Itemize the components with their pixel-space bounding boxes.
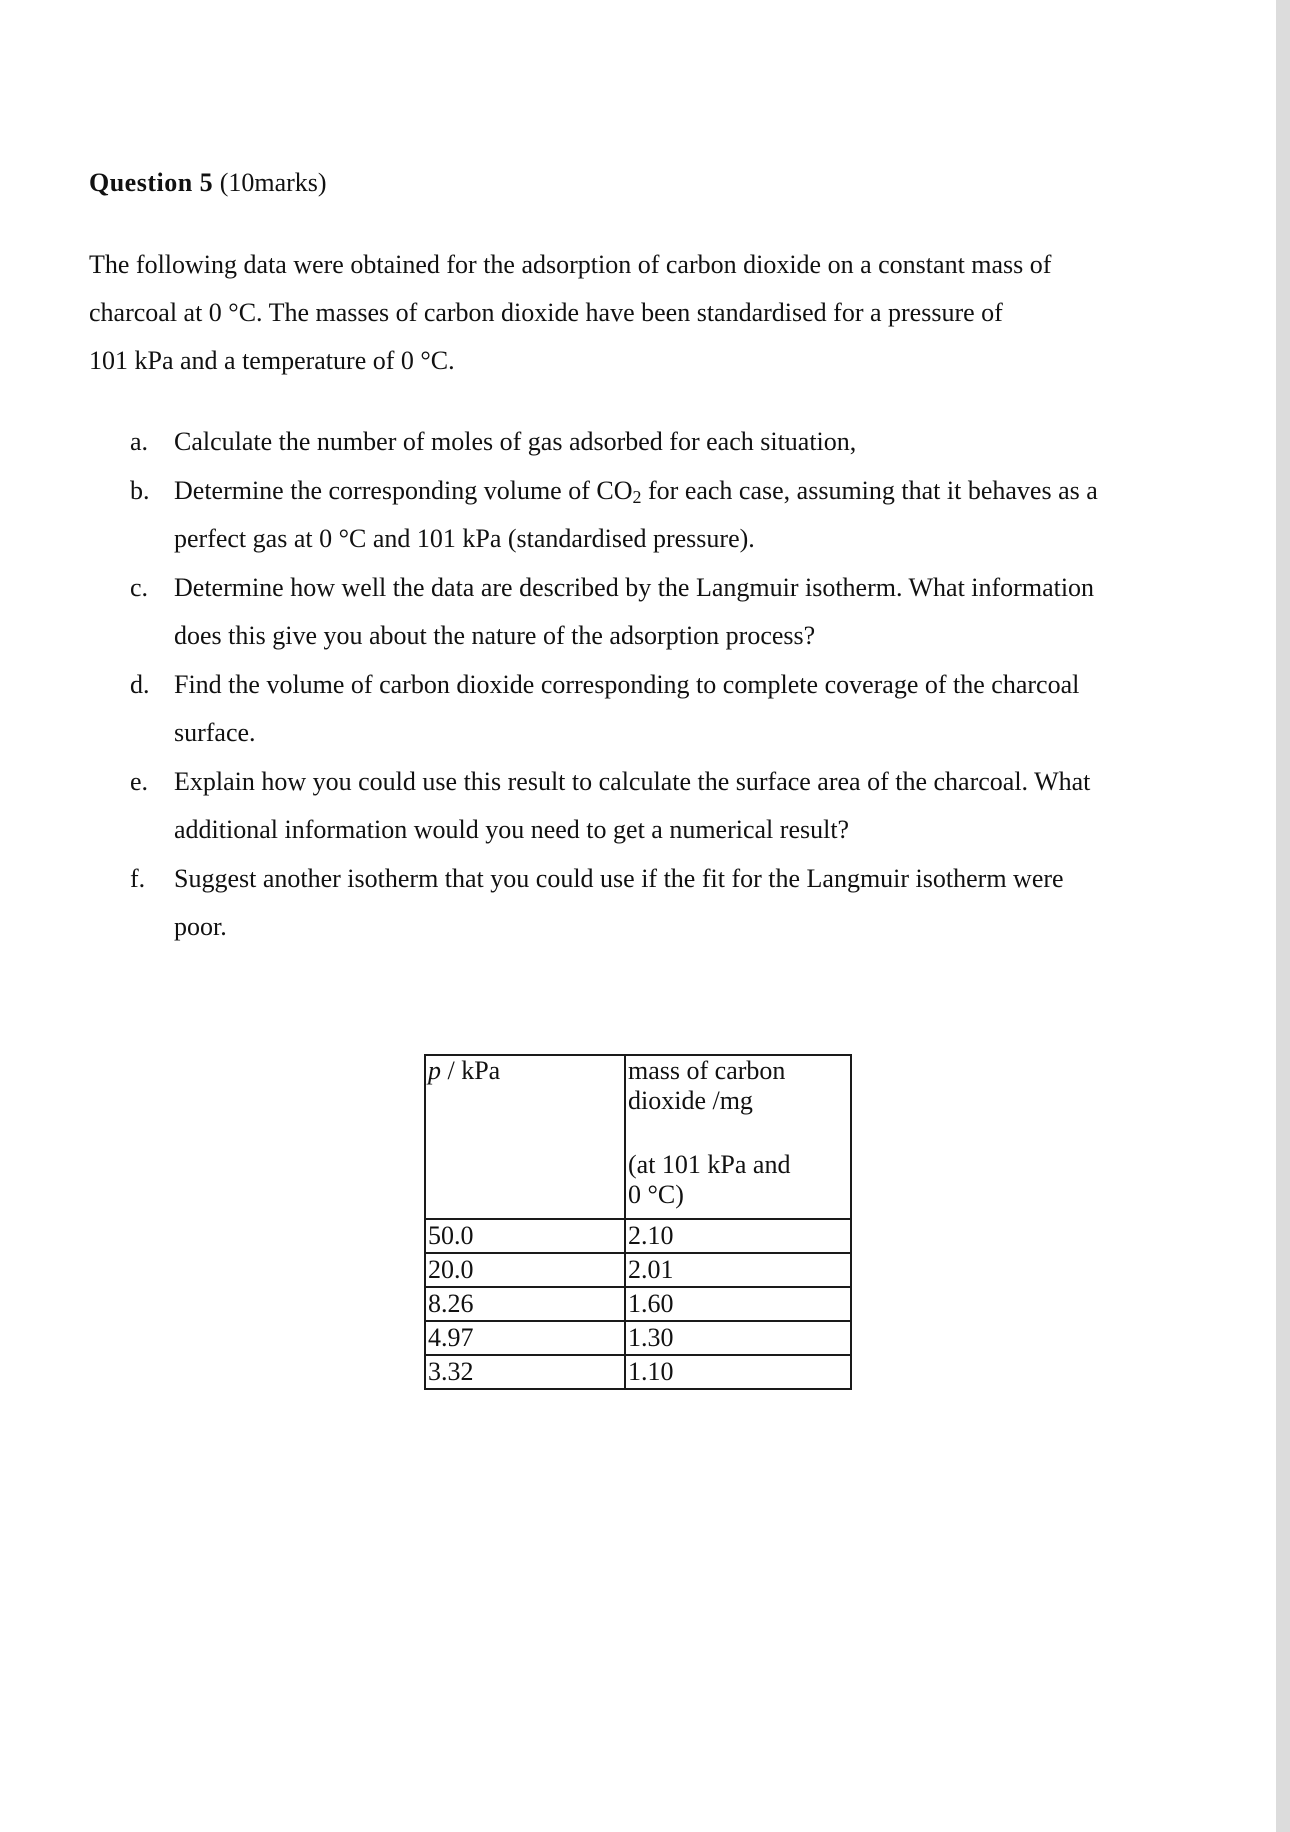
part-c — [130, 571, 1170, 668]
intro-line: charcoal at 0 °C. The masses of carbon dioxide have been standardised for a pressure of — [89, 298, 1003, 327]
question-marks: (10marks) — [219, 168, 327, 197]
table-row — [425, 1219, 851, 1253]
table-row — [425, 1253, 851, 1287]
pressure-symbol: p — [428, 1056, 441, 1085]
part-text: surface. — [174, 718, 256, 747]
question-title: Question 5 — [89, 168, 214, 197]
part-text: Calculate the number of moles of gas adsorbed for each situation, — [174, 427, 857, 456]
part-marker: d. — [130, 669, 150, 699]
part-f — [130, 862, 1170, 959]
pressure-cell: 3.32 — [425, 1355, 625, 1389]
question-heading — [89, 166, 327, 200]
part-text: Suggest another isotherm that you could use if the fit for the Langmuir isotherm were — [174, 863, 1064, 893]
part-text: Explain how you could use this result to calculate the surface area of the charcoal. What — [174, 766, 1091, 796]
part-text: Find the volume of carbon dioxide corresponding to complete coverage of the charcoal — [174, 669, 1080, 699]
mass-cell: 2.10 — [625, 1219, 851, 1253]
mass-cell: 2.01 — [625, 1253, 851, 1287]
mass-column-header — [625, 1055, 851, 1219]
header-line: (at 101 kPa and — [628, 1150, 791, 1179]
pressure-unit: / kPa — [441, 1056, 501, 1085]
question-parts-list — [130, 425, 1170, 959]
mass-cell: 1.60 — [625, 1287, 851, 1321]
part-marker: c. — [130, 572, 149, 602]
part-text-segment: for each case, assuming that it behaves as a — [641, 475, 1098, 505]
intro-line: 101 kPa and a temperature of 0 °C. — [89, 346, 455, 375]
mass-cell: 1.10 — [625, 1355, 851, 1389]
header-line: mass of carbon — [628, 1056, 786, 1085]
intro-paragraph — [89, 248, 1149, 392]
pressure-cell: 50.0 — [425, 1219, 625, 1253]
part-d — [130, 668, 1170, 765]
part-text: does this give you about the nature of the adsorption process? — [174, 621, 816, 650]
subscript: 2 — [632, 486, 642, 507]
pressure-column-header — [425, 1055, 625, 1219]
header-line: dioxide /mg — [628, 1086, 753, 1115]
adsorption-data-table — [424, 1054, 852, 1390]
part-b — [130, 474, 1170, 571]
intro-line: The following data were obtained for the adsorption of carbon dioxide on a constant mass of — [89, 250, 1052, 279]
pressure-cell: 8.26 — [425, 1287, 625, 1321]
part-marker: f. — [130, 863, 146, 893]
part-text — [174, 474, 1170, 523]
table-header-row — [425, 1055, 851, 1219]
mass-cell: 1.30 — [625, 1321, 851, 1355]
part-text: Determine how well the data are described by the Langmuir isotherm. What information — [174, 572, 1095, 602]
header-line: 0 °C) — [628, 1180, 684, 1209]
page-edge-scrollbar[interactable] — [1276, 0, 1290, 1832]
table-row — [425, 1321, 851, 1355]
part-a — [130, 425, 1170, 474]
part-text-segment: Determine the corresponding volume of CO — [174, 475, 633, 505]
header-spacer — [628, 1116, 850, 1150]
part-text: additional information would you need to get a numerical result? — [174, 815, 850, 844]
part-marker: b. — [130, 475, 150, 505]
part-e — [130, 765, 1170, 862]
pressure-cell: 20.0 — [425, 1253, 625, 1287]
pressure-cell: 4.97 — [425, 1321, 625, 1355]
part-marker: e. — [130, 766, 149, 796]
part-text: perfect gas at 0 °C and 101 kPa (standardised pressure). — [174, 524, 755, 553]
part-marker: a. — [130, 427, 149, 456]
table-row — [425, 1287, 851, 1321]
table-row — [425, 1355, 851, 1389]
part-text: poor. — [174, 912, 227, 941]
